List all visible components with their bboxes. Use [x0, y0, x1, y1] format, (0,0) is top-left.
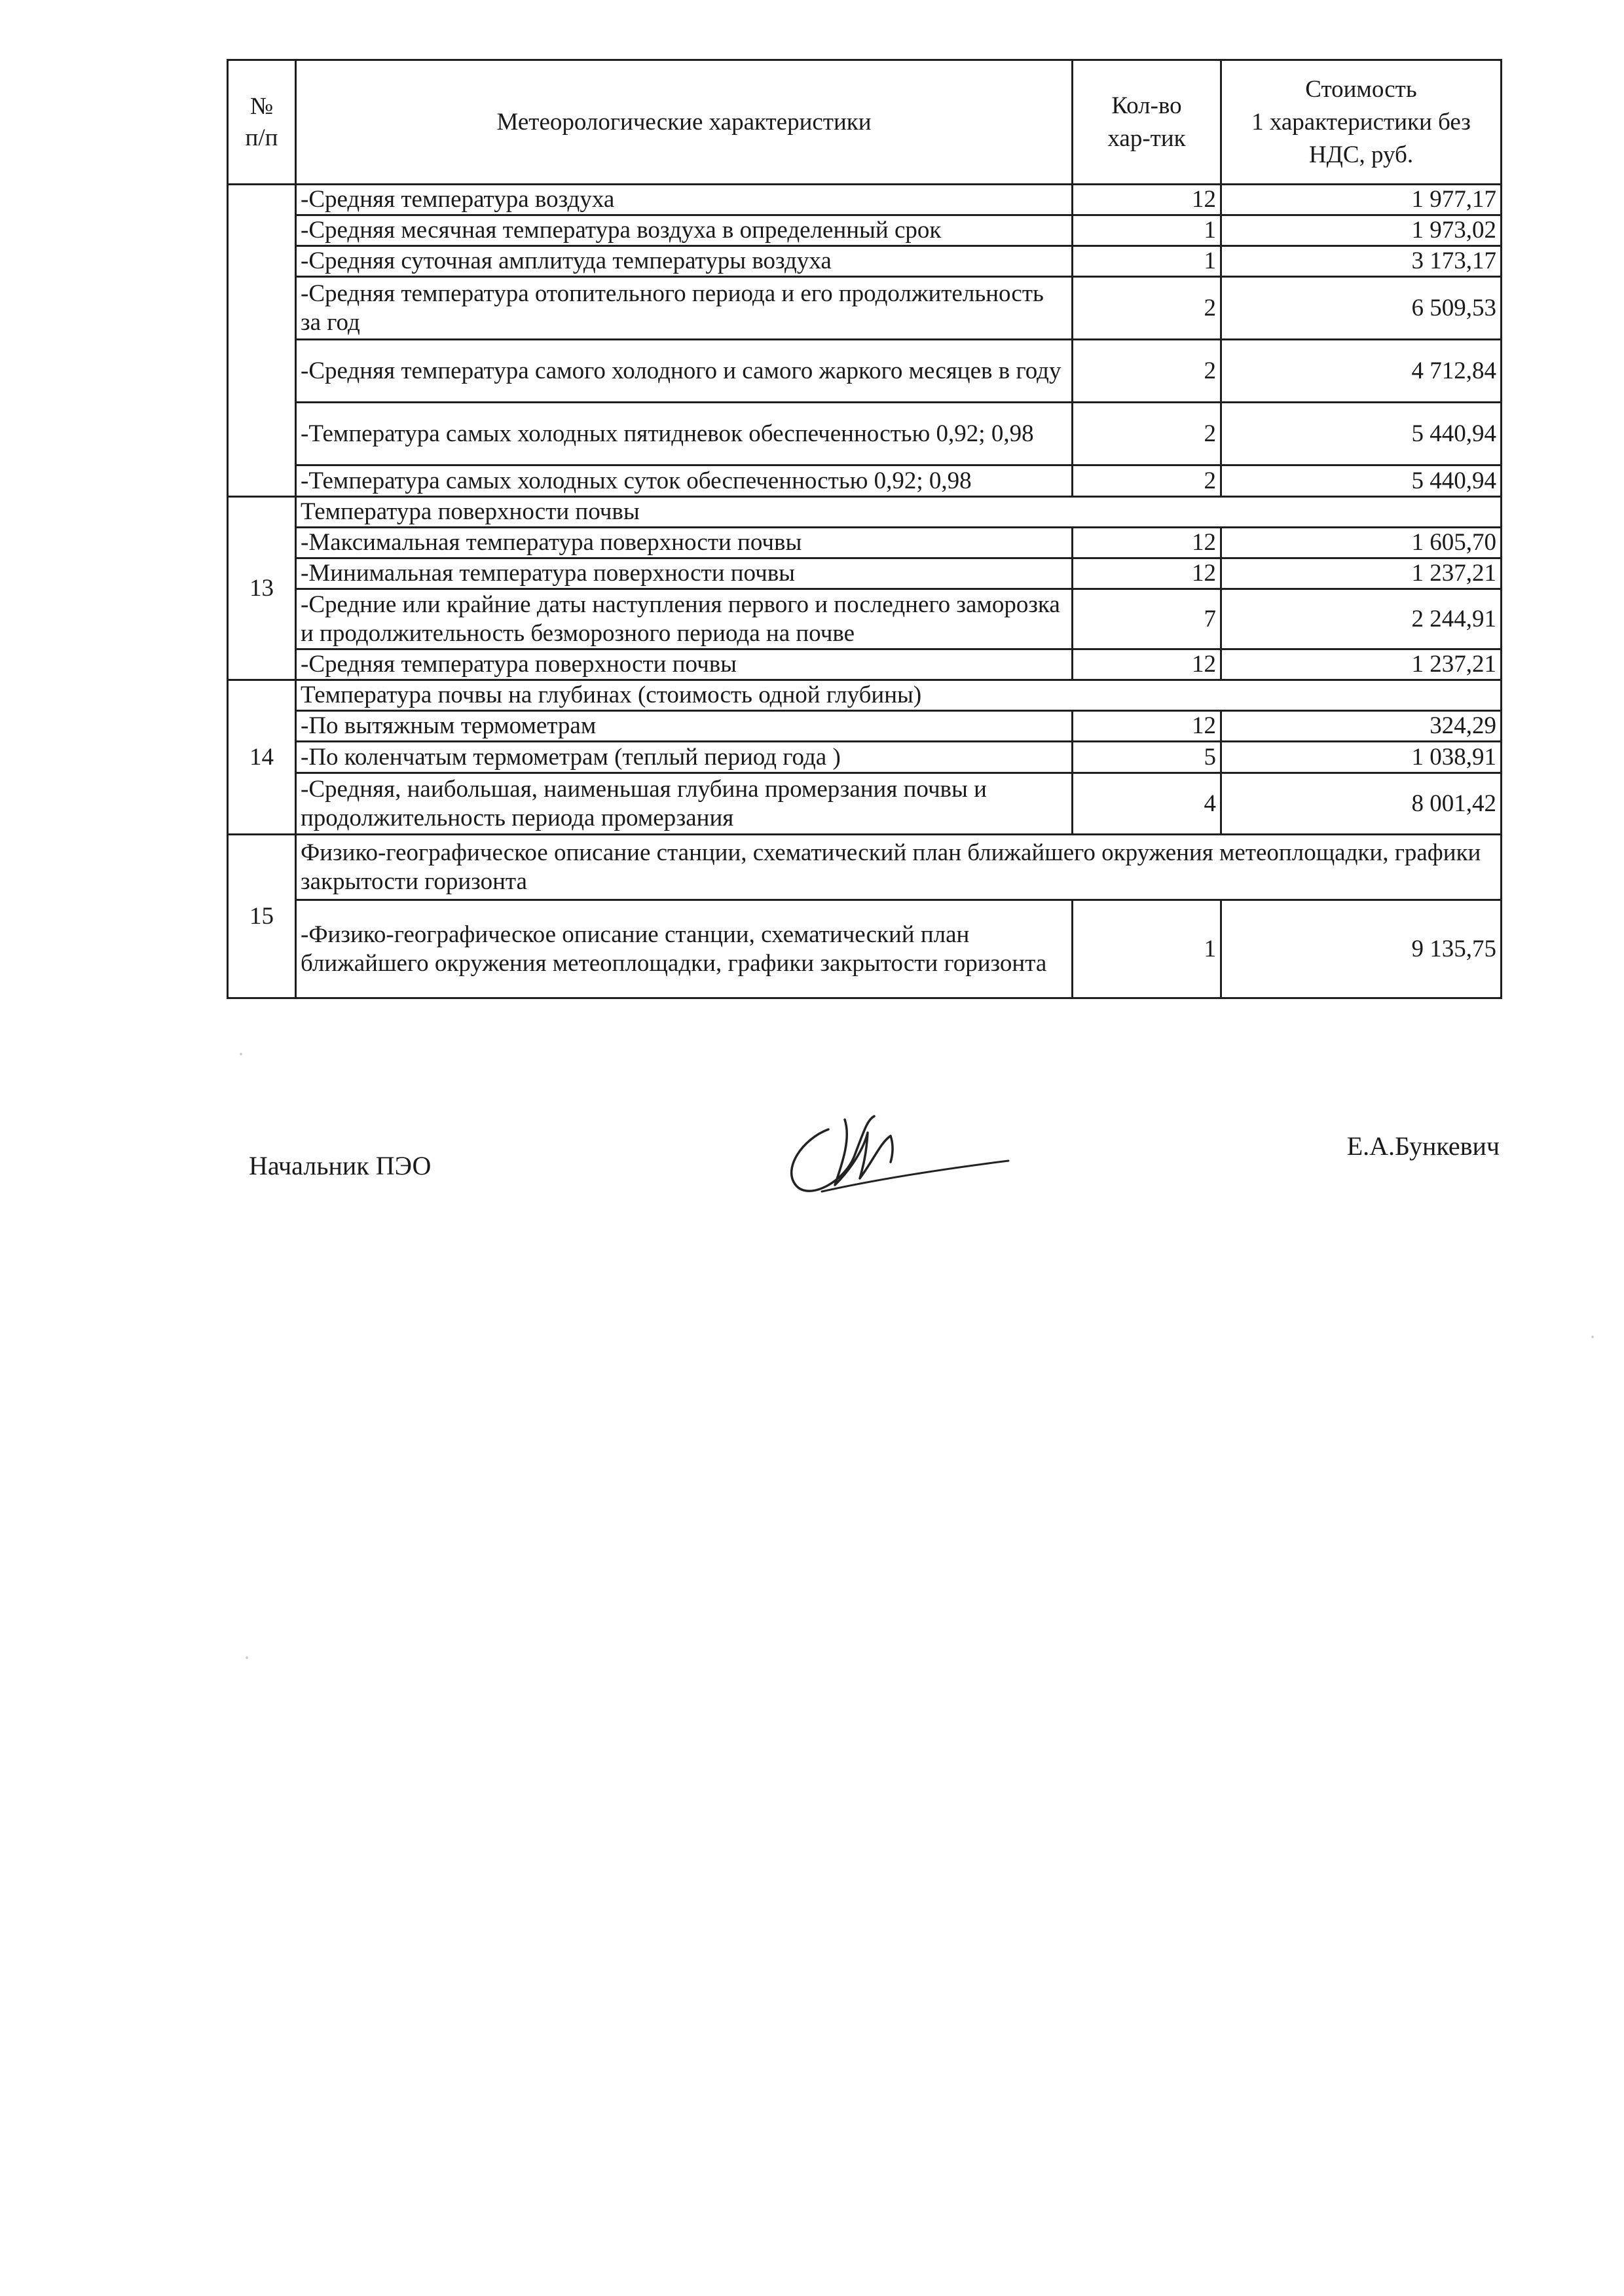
- table-row: [228, 465, 1502, 497]
- characteristic-count: 2: [1073, 340, 1221, 403]
- characteristic-cost: 1 237,21: [1221, 649, 1502, 680]
- characteristic-name: -Средняя месячная температура воздуха в определенный срок: [296, 215, 1073, 246]
- table-row: [228, 900, 1502, 998]
- signer-name: Е.А.Бункевич: [1346, 1131, 1500, 1161]
- characteristic-name: -Средняя температура отопительного периода и его продолжительность за год: [296, 277, 1073, 340]
- characteristic-count: 12: [1073, 649, 1221, 680]
- characteristic-count: 1: [1073, 215, 1221, 246]
- characteristic-count: 5: [1073, 742, 1221, 773]
- characteristic-name: -Средняя суточная амплитуда температуры воздуха: [296, 246, 1073, 277]
- signature-block: [0, 1087, 1624, 1231]
- table-row: [228, 649, 1502, 680]
- characteristic-cost: 3 173,17: [1221, 246, 1502, 277]
- table-row: [228, 773, 1502, 835]
- header-num: № п/п: [228, 60, 296, 185]
- characteristic-name: -Температура самых холодных суток обеспеченностью 0,92; 0,98: [296, 465, 1073, 497]
- characteristic-cost: 4 712,84: [1221, 340, 1502, 403]
- scan-speck: [246, 1656, 248, 1659]
- header-count: Кол-во хар-тик: [1073, 60, 1221, 185]
- characteristic-name: -Средние или крайние даты наступления первого и последнего заморозка и продолжительность безморозного периода на почве: [296, 589, 1073, 649]
- characteristic-cost: 5 440,94: [1221, 403, 1502, 465]
- characteristic-cost: 1 973,02: [1221, 215, 1502, 246]
- characteristic-cost: 1 605,70: [1221, 528, 1502, 558]
- characteristic-count: 2: [1073, 403, 1221, 465]
- header-name: Метеорологические характеристики: [296, 60, 1073, 185]
- characteristic-cost: 324,29: [1221, 711, 1502, 742]
- row-number: 15: [228, 835, 296, 998]
- characteristic-name: -Средняя температура поверхности почвы: [296, 649, 1073, 680]
- characteristic-cost: 1 237,21: [1221, 558, 1502, 589]
- table-row: [228, 185, 1502, 215]
- table-row: [228, 246, 1502, 277]
- characteristic-count: 12: [1073, 558, 1221, 589]
- table-header-row: [228, 60, 1502, 185]
- characteristic-cost: 1 977,17: [1221, 185, 1502, 215]
- row-number: [228, 185, 296, 497]
- table-row: [228, 711, 1502, 742]
- table-row: [228, 589, 1502, 649]
- characteristic-cost: 1 038,91: [1221, 742, 1502, 773]
- group-title-row: [228, 835, 1502, 900]
- characteristic-cost: 2 244,91: [1221, 589, 1502, 649]
- header-cost: Стоимость 1 характеристики без НДС, руб.: [1221, 60, 1502, 185]
- group-title-row: [228, 680, 1502, 711]
- group-title: Физико-географическое описание станции, схематический план ближайшего окружения метеоплощадки, графики закрытости горизонта: [296, 835, 1502, 900]
- signer-position: Начальник ПЭО: [249, 1151, 432, 1180]
- table-row: [228, 277, 1502, 340]
- table-row: [228, 215, 1502, 246]
- characteristic-cost: 9 135,75: [1221, 900, 1502, 998]
- table-row: [228, 403, 1502, 465]
- characteristic-name: -По коленчатым термометрам (теплый период года ): [296, 742, 1073, 773]
- characteristic-count: 12: [1073, 528, 1221, 558]
- characteristic-count: 12: [1073, 711, 1221, 742]
- characteristic-name: -Минимальная температура поверхности почвы: [296, 558, 1073, 589]
- characteristic-cost: 8 001,42: [1221, 773, 1502, 835]
- characteristic-cost: 5 440,94: [1221, 465, 1502, 497]
- table-row: [228, 340, 1502, 403]
- characteristics-table: [227, 59, 1502, 999]
- characteristic-name: -По вытяжным термометрам: [296, 711, 1073, 742]
- table-row: [228, 558, 1502, 589]
- row-number: 14: [228, 680, 296, 835]
- characteristic-name: -Средняя, наибольшая, наименьшая глубина промерзания почвы и продолжительность периода промерзания: [296, 773, 1073, 835]
- characteristic-cost: 6 509,53: [1221, 277, 1502, 340]
- characteristic-count: 7: [1073, 589, 1221, 649]
- handwritten-signature: [783, 1093, 1018, 1205]
- characteristic-count: 12: [1073, 185, 1221, 215]
- scan-speck: [1591, 1336, 1594, 1338]
- characteristic-count: 2: [1073, 465, 1221, 497]
- row-number: 13: [228, 497, 296, 680]
- group-title: Температура поверхности почвы: [296, 497, 1502, 528]
- characteristic-count: 1: [1073, 900, 1221, 998]
- table-row: [228, 528, 1502, 558]
- characteristic-count: 4: [1073, 773, 1221, 835]
- group-title-row: [228, 497, 1502, 528]
- scan-speck: [240, 1053, 242, 1055]
- characteristic-name: -Физико-географическое описание станции, схематический план ближайшего окружения метеоплощадки, графики закрытости горизонта: [296, 900, 1073, 998]
- characteristic-name: -Температура самых холодных пятидневок обеспеченностью 0,92; 0,98: [296, 403, 1073, 465]
- table-row: [228, 742, 1502, 773]
- group-title: Температура почвы на глубинах (стоимость одной глубины): [296, 680, 1502, 711]
- characteristic-name: -Средняя температура самого холодного и самого жаркого месяцев в году: [296, 340, 1073, 403]
- characteristic-name: -Максимальная температура поверхности почвы: [296, 528, 1073, 558]
- characteristic-name: -Средняя температура воздуха: [296, 185, 1073, 215]
- characteristic-count: 1: [1073, 246, 1221, 277]
- characteristic-count: 2: [1073, 277, 1221, 340]
